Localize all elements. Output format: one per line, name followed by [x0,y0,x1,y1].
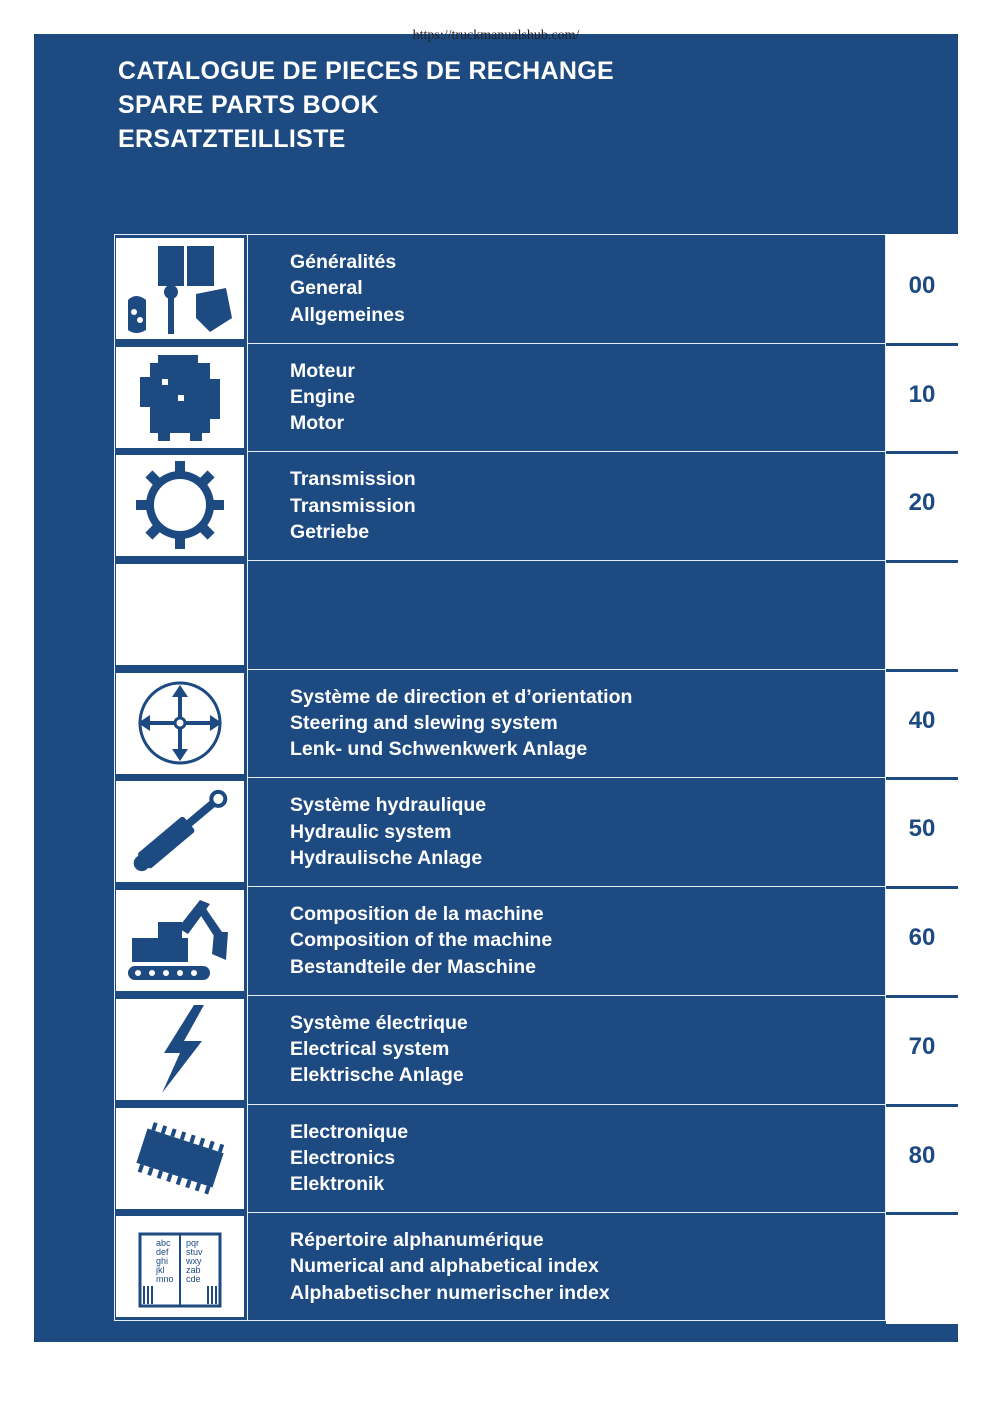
section-row[interactable] [114,669,958,778]
index-letter-group: cde [186,1274,201,1285]
gear-icon [116,455,244,556]
lightning-bolt-icon [116,999,244,1100]
label-english: Steering and slewing system [290,712,558,735]
section-number: 70 [908,1032,936,1060]
section-row[interactable] [114,234,958,343]
index-letter-group: zab [186,1265,201,1276]
label-french: Moteur [290,359,355,382]
label-german: Elektronik [290,1173,385,1196]
section-list [114,234,958,1321]
label-french: Système de direction et d’orientation [290,685,633,708]
label-german: Bestandteile der Maschine [290,955,536,978]
index-letter-group: mno [156,1274,174,1285]
label-french: Transmission [290,468,416,491]
label-french: Répertoire alphanumérique [290,1229,544,1252]
hydraulic-cylinder-icon [116,781,244,882]
index-letter-group: def [156,1247,169,1258]
section-number: 40 [908,706,936,734]
label-english: Transmission [290,494,416,517]
section-row[interactable] [114,995,958,1104]
label-french: Système hydraulique [290,794,487,817]
label-french: Composition de la machine [290,903,544,926]
steering-arrows-icon [116,673,244,774]
excavator-icon [116,890,244,991]
section-row[interactable] [114,1104,958,1213]
section-row[interactable] [114,1212,958,1321]
index-letter-group: abc [156,1238,171,1249]
label-english: Numerical and alphabetical index [290,1255,599,1278]
label-french: Electronique [290,1120,409,1143]
section-number: 00 [908,272,936,299]
section-row[interactable] [114,343,958,452]
label-english: Electrical system [290,1038,450,1061]
section-label-cell [248,234,886,344]
section-number: 50 [908,815,936,843]
index-letters-left [155,1238,174,1284]
section-number: 10 [908,380,936,408]
alphabet-book-icon [116,1216,244,1317]
index-letter-group: jkl [156,1265,165,1276]
source-url[interactable]: https://truckmanualshub.com/ [412,28,580,43]
label-german: Elektrische Anlage [290,1064,464,1087]
index-letters-right [185,1238,203,1284]
section-row[interactable] [114,451,958,560]
label-english: Electronics [290,1146,396,1169]
section-row-empty [114,560,958,669]
title-german: ERSATZTEILLISTE [118,125,346,153]
section-row[interactable] [114,777,958,886]
label-german: Getriebe [290,520,370,543]
label-french: Système électrique [290,1011,468,1034]
blank-icon [116,564,244,665]
label-german: Allgemeines [290,303,405,326]
label-german: Lenk- und Schwenkwerk Anlage [290,738,588,761]
engine-icon [116,347,244,448]
title-french: CATALOGUE DE PIECES DE RECHANGE [118,57,614,85]
index-letter-group: stuv [186,1247,203,1258]
title-english: SPARE PARTS BOOK [118,91,379,119]
index-letter-group: pqr [186,1238,200,1249]
title-block [118,54,614,156]
label-german: Motor [290,412,345,435]
label-french: Généralités [290,251,397,273]
label-german: Hydraulische Anlage [290,847,483,870]
label-english: General [290,277,363,300]
cover-panel [34,34,958,1342]
section-row[interactable] [114,886,958,995]
label-english: Hydraulic system [290,820,452,843]
index-letter-group: ghi [156,1256,169,1267]
section-number: 20 [908,489,936,517]
label-german: Alphabetischer numerischer index [290,1281,610,1304]
microchip-icon [116,1108,244,1209]
index-letter-group: wxy [186,1256,202,1267]
book-tools-icon [116,238,244,339]
label-english: Engine [290,385,356,408]
section-number: 80 [908,1141,936,1169]
label-english: Composition of the machine [290,929,553,952]
section-number: 60 [908,924,936,952]
